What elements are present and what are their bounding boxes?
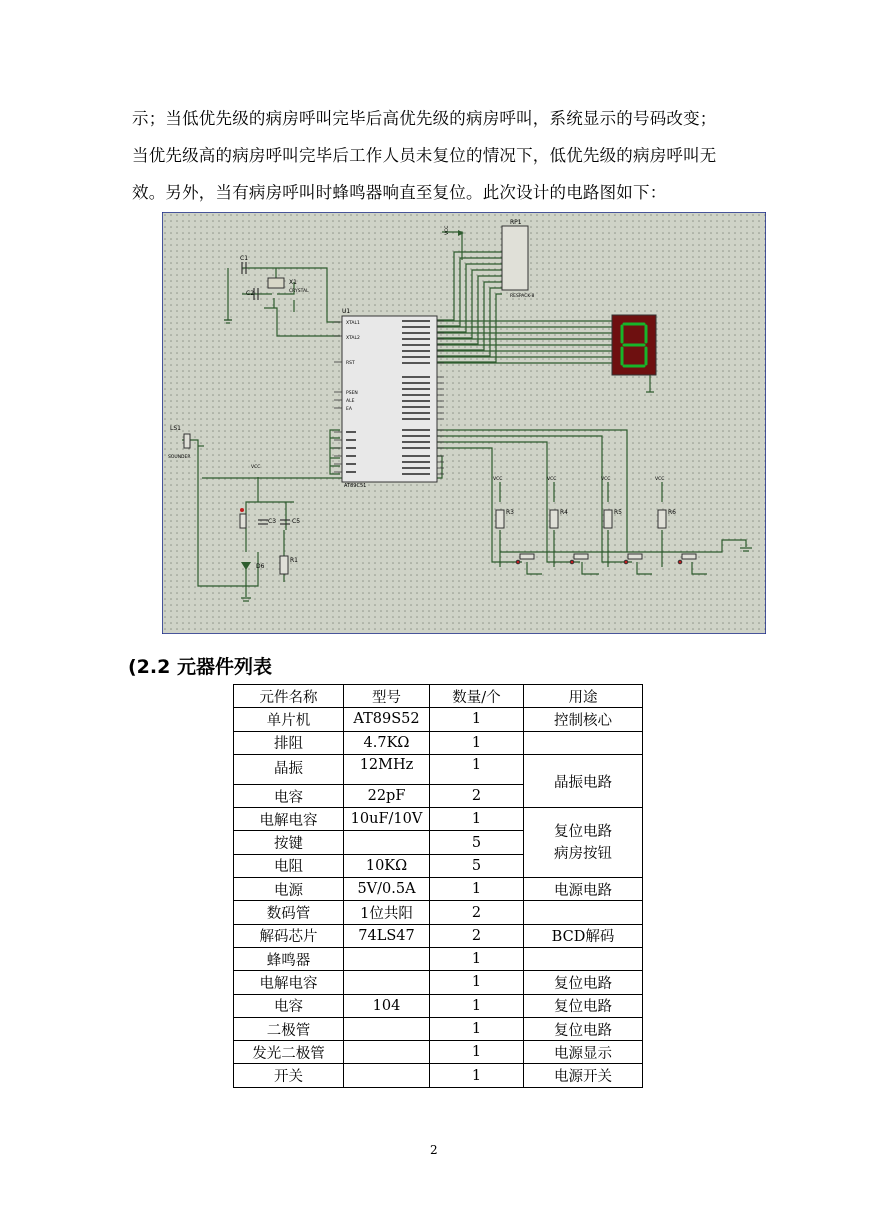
table-row xyxy=(234,901,643,924)
cell-model xyxy=(344,831,430,854)
cell-use: 复位电路 xyxy=(524,994,643,1017)
svg-text:VCC: VCC xyxy=(493,477,503,482)
header-cell: 型号 xyxy=(344,685,430,708)
table-row xyxy=(234,924,643,947)
table-row xyxy=(234,878,643,901)
paragraph-line-1: 示；当低优先级的病房呼叫完毕后高优先级的病房呼叫，系统显示的号码改变； xyxy=(132,109,717,128)
cell-use: 复位电路 xyxy=(524,1017,643,1040)
cell-use: 复位电路 xyxy=(524,971,643,994)
cell-use-merged xyxy=(524,808,643,878)
cell-name: 蜂鸣器 xyxy=(234,947,344,970)
cell-model: 10KΩ xyxy=(344,854,430,877)
crystal-x1 xyxy=(268,278,284,288)
d6-label: D6 xyxy=(256,563,265,570)
cell-use: 电源开关 xyxy=(524,1064,643,1087)
ls1-part-label: SOUNDER xyxy=(168,455,191,460)
buzzer-ls1 xyxy=(184,434,190,448)
r5-label: R5 xyxy=(614,509,622,516)
schematic-canvas xyxy=(162,212,766,634)
r3-label: R3 xyxy=(506,509,514,516)
cell-name: 电阻 xyxy=(234,854,344,877)
ls1-label: LS1 xyxy=(170,425,181,432)
cell-model: 12MHz xyxy=(344,754,430,784)
svg-text:VCC: VCC xyxy=(547,477,557,482)
cell-use: 电源电路 xyxy=(524,878,643,901)
c2-label: C2 xyxy=(246,290,255,297)
cell-qty: 1 xyxy=(430,947,524,970)
header-cell: 用途 xyxy=(524,685,643,708)
cell-qty: 1 xyxy=(430,1017,524,1040)
cell-qty: 1 xyxy=(430,971,524,994)
cell-model: 4.7KΩ xyxy=(344,731,430,754)
cell-name: 排阻 xyxy=(234,731,344,754)
resistor-r5 xyxy=(604,510,612,528)
cell-model xyxy=(344,1017,430,1040)
cell-qty: 2 xyxy=(430,924,524,947)
pin-ea: EA xyxy=(346,407,352,412)
cell-name: 电容 xyxy=(234,994,344,1017)
cell-model: AT89S52 xyxy=(344,708,430,731)
rp1-part-label: RESPACK-8 xyxy=(510,294,535,299)
c5-label: C5 xyxy=(292,518,301,525)
cell-name: 电解电容 xyxy=(234,971,344,994)
u1-label: U1 xyxy=(342,308,351,315)
cell-qty: 2 xyxy=(430,784,524,807)
cell-use: 电源显示 xyxy=(524,1041,643,1064)
c3-label: C3 xyxy=(268,518,277,525)
rp1-label: RP1 xyxy=(510,219,522,226)
cell-qty: 2 xyxy=(430,901,524,924)
cell-name: 单片机 xyxy=(234,708,344,731)
cell-name: 电源 xyxy=(234,878,344,901)
cell-use xyxy=(524,731,643,754)
cell-model xyxy=(344,947,430,970)
table-row xyxy=(234,731,643,754)
cell-name: 电解电容 xyxy=(234,808,344,831)
cell-use xyxy=(524,901,643,924)
table-row xyxy=(234,708,643,731)
cell-qty: 1 xyxy=(430,808,524,831)
cell-model xyxy=(344,1041,430,1064)
paragraph-line-3: 效。另外，当有病房呼叫时蜂鸣器响直至复位。此次设计的电路图如下： xyxy=(132,183,667,202)
u1-part-label: AT89C51 xyxy=(344,483,367,489)
cell-model: 74LS47 xyxy=(344,924,430,947)
cell-qty: 5 xyxy=(430,854,524,877)
cell-use-merged: 晶振电路 xyxy=(524,754,643,807)
seven-segment-display xyxy=(612,315,656,375)
cell-model: 22pF xyxy=(344,784,430,807)
cell-model xyxy=(344,1064,430,1087)
cell-use: BCD解码 xyxy=(524,924,643,947)
table-row xyxy=(234,1041,643,1064)
cell-name: 数码管 xyxy=(234,901,344,924)
cell-name: 解码芯片 xyxy=(234,924,344,947)
pin-xtal2: XTAL2 xyxy=(346,336,360,341)
r6-label: R6 xyxy=(668,509,676,516)
cell-model: 5V/0.5A xyxy=(344,878,430,901)
components-table xyxy=(233,684,643,1088)
cell-name: 晶振 xyxy=(234,754,344,784)
x1-label: X1 xyxy=(289,279,297,286)
cell-model: 1位共阳 xyxy=(344,901,430,924)
cell-name: 按键 xyxy=(234,831,344,854)
crystal-label: CRYSTAL xyxy=(289,289,309,294)
pin-psen: PSEN xyxy=(346,391,358,396)
header-cell: 数量/个 xyxy=(430,685,524,708)
pin-ale: ALE xyxy=(346,399,355,404)
resistor-r1 xyxy=(280,556,288,574)
r1-label: R1 xyxy=(290,557,298,564)
resistor-pack-rp1 xyxy=(502,226,528,290)
table-row xyxy=(234,754,643,784)
reset-button xyxy=(240,514,246,528)
cell-model: 104 xyxy=(344,994,430,1017)
pin-xtal1: XTAL1 xyxy=(346,321,360,326)
cell-use: 控制核心 xyxy=(524,708,643,731)
resistor-r3 xyxy=(496,510,504,528)
cell-model: 10uF/10V xyxy=(344,808,430,831)
resistor-r6 xyxy=(658,510,666,528)
paragraph-line-2: 当优先级高的病房呼叫完毕后工作人员未复位的情况下，低优先级的病房呼叫无 xyxy=(132,146,717,165)
cell-name: 二极管 xyxy=(234,1017,344,1040)
cell-use xyxy=(524,947,643,970)
cell-name: 电容 xyxy=(234,784,344,807)
table-row xyxy=(234,947,643,970)
circuit-schematic xyxy=(162,212,766,634)
cell-qty: 1 xyxy=(430,731,524,754)
cell-qty: 1 xyxy=(430,708,524,731)
cell-qty: 1 xyxy=(430,754,524,784)
table-row xyxy=(234,1064,643,1087)
svg-text:VCC: VCC xyxy=(655,477,665,482)
cell-name: 发光二极管 xyxy=(234,1041,344,1064)
table-row xyxy=(234,971,643,994)
table-header-row xyxy=(234,685,643,708)
section-heading: (2.2 元器件列表 xyxy=(128,656,272,678)
table-row xyxy=(234,1017,643,1040)
cell-name: 开关 xyxy=(234,1064,344,1087)
cell-qty: 1 xyxy=(430,1064,524,1087)
cell-use-line: 病房按钮 xyxy=(554,845,612,862)
rp1-vcc-label: VCC xyxy=(445,225,450,235)
resistor-r4 xyxy=(550,510,558,528)
cell-model xyxy=(344,971,430,994)
cell-use-line: 复位电路 xyxy=(554,823,612,840)
cell-qty: 1 xyxy=(430,994,524,1017)
r4-label: R4 xyxy=(560,509,568,516)
reset-button-cap-icon xyxy=(240,508,244,512)
header-cell: 元件名称 xyxy=(234,685,344,708)
svg-text:VCC: VCC xyxy=(601,477,611,482)
pin-rst: RST xyxy=(346,361,355,366)
svg-text:VCC: VCC xyxy=(251,465,261,470)
c1-label: C1 xyxy=(240,255,249,262)
table-row xyxy=(234,994,643,1017)
page-number: 2 xyxy=(430,1143,438,1157)
cell-qty: 1 xyxy=(430,878,524,901)
cell-qty: 5 xyxy=(430,831,524,854)
table-row xyxy=(234,808,643,831)
cell-qty: 1 xyxy=(430,1041,524,1064)
